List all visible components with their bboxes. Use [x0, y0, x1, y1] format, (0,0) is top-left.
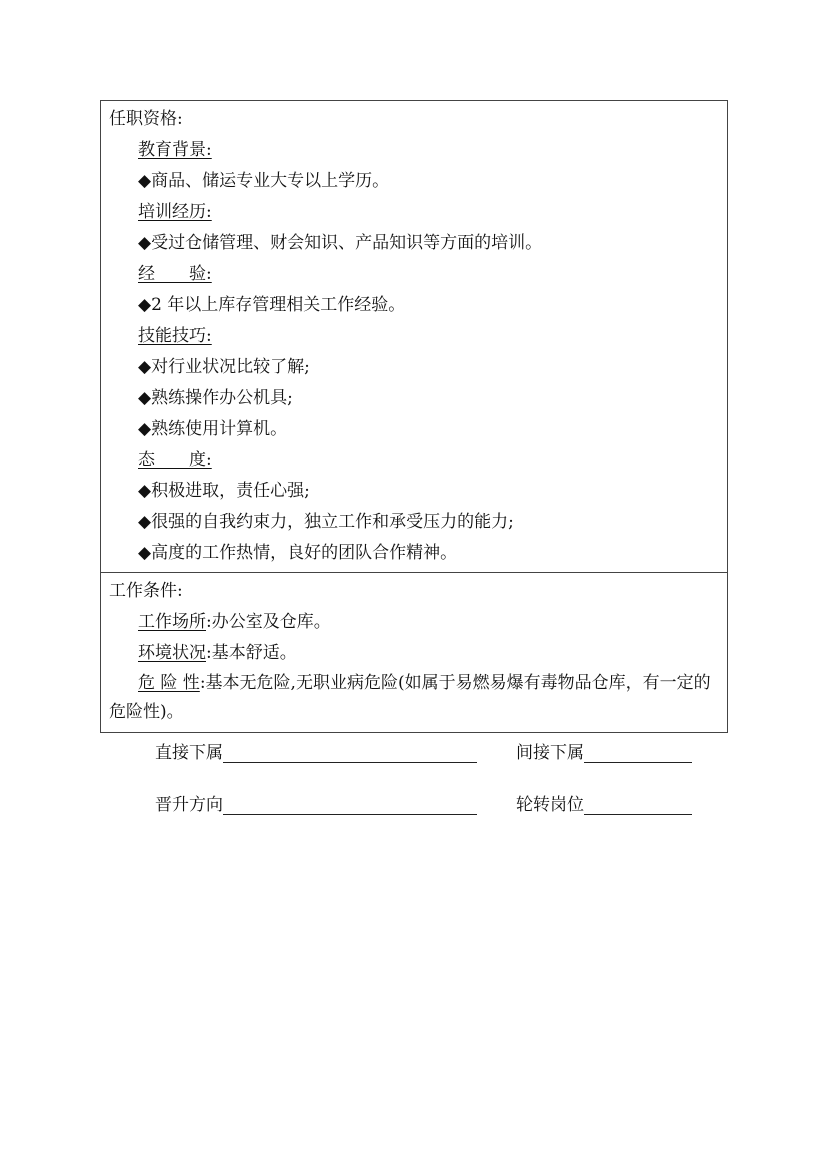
- direct-subordinate-blank[interactable]: [223, 744, 477, 763]
- promotion-label: 晋升方向: [155, 795, 223, 815]
- skills-item: ◆熟练操作办公机具;: [138, 388, 293, 408]
- danger-label: 危 险 性: [138, 673, 200, 693]
- conditions-cell: [101, 572, 727, 732]
- attitude-item: ◆很强的自我约束力，独立工作和承受压力的能力;: [138, 512, 514, 532]
- qualifications-cell: [101, 101, 727, 572]
- place-label: 工作场所: [138, 612, 206, 632]
- environment-value: :基本舒适。: [206, 643, 297, 663]
- danger-value: :基本无危险,无职业病危险(如属于易燃易爆有毒物品仓库，有一定的危险性)。: [109, 673, 711, 722]
- promotion-row: [155, 790, 477, 815]
- rotation-label: 轮转岗位: [516, 795, 584, 815]
- qualifications-title: 任职资格:: [109, 109, 183, 129]
- attitude-item: ◆积极进取，责任心强;: [138, 481, 310, 501]
- skills-label: 技能技巧:: [138, 326, 212, 346]
- environment-label: 环境状况: [138, 643, 206, 663]
- attitude-label: 态 度:: [138, 450, 212, 470]
- indirect-subordinate-label: 间接下属: [516, 743, 584, 763]
- education-item: ◆商品、储运专业大专以上学历。: [138, 171, 390, 191]
- training-label: 培训经历:: [138, 202, 212, 222]
- direct-subordinate-label: 直接下属: [155, 743, 223, 763]
- job-spec-table: [100, 100, 728, 733]
- direct-subordinate-row: [155, 738, 477, 763]
- indirect-subordinate-blank[interactable]: [584, 744, 692, 763]
- experience-label: 经 验:: [138, 264, 212, 284]
- promotion-blank[interactable]: [223, 796, 477, 815]
- attitude-item: ◆高度的工作热情，良好的团队合作精神。: [138, 543, 458, 563]
- skills-item: ◆对行业状况比较了解;: [138, 357, 310, 377]
- education-label: 教育背景:: [138, 140, 212, 160]
- rotation-blank[interactable]: [584, 796, 692, 815]
- indirect-subordinate-row: [516, 738, 692, 763]
- training-item: ◆受过仓储管理、财会知识、产品知识等方面的培训。: [138, 233, 543, 253]
- conditions-title: 工作条件:: [109, 581, 183, 601]
- skills-item: ◆熟练使用计算机。: [138, 419, 288, 439]
- experience-item: ◆2 年以上库存管理相关工作经验。: [138, 295, 406, 315]
- rotation-row: [516, 790, 692, 815]
- place-value: :办公室及仓库。: [206, 612, 331, 632]
